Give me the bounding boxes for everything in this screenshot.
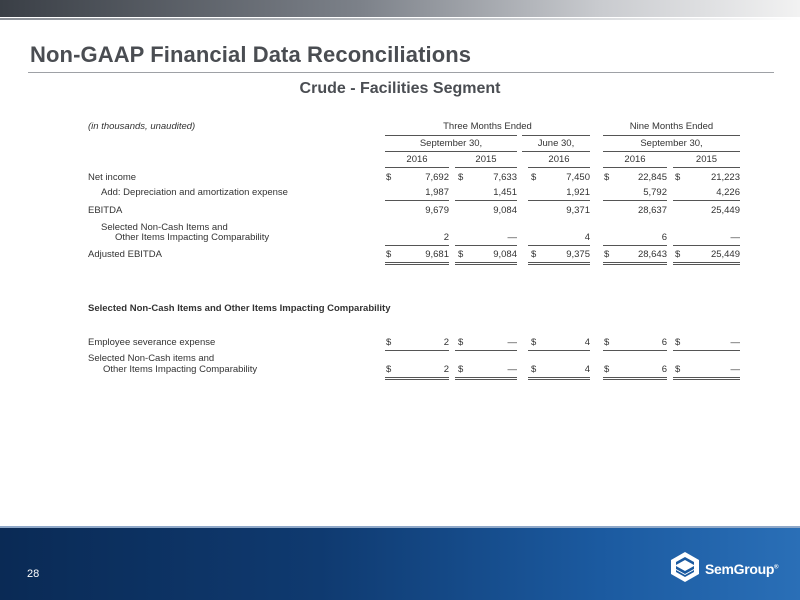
table-cell: — xyxy=(507,232,517,243)
table-cell: 6 xyxy=(661,337,667,348)
row-label-ebitda: EBITDA xyxy=(88,205,123,216)
currency-symbol: $ xyxy=(604,337,610,348)
table-cell: 1,921 xyxy=(566,187,590,198)
subtotal-rule xyxy=(455,245,517,246)
subtotal-rule xyxy=(455,200,517,201)
table-cell: 4,226 xyxy=(716,187,740,198)
table-cell: 9,084 xyxy=(493,205,517,216)
table-cell: 2 xyxy=(443,364,449,375)
table-cell: 9,084 xyxy=(493,249,517,260)
currency-symbol: $ xyxy=(604,172,610,183)
table-cell: — xyxy=(507,337,517,348)
currency-symbol: $ xyxy=(458,172,464,183)
table-cell: 25,449 xyxy=(710,249,740,260)
table-cell: 2 xyxy=(443,337,449,348)
total-double-rule xyxy=(673,262,740,265)
table-cell: 4 xyxy=(584,232,590,243)
table-cell: 6 xyxy=(661,364,667,375)
row-label-depreciation: Add: Depreciation and amortization expense xyxy=(101,187,288,198)
currency-symbol: $ xyxy=(386,364,392,375)
period-header-sep30-nine: September 30, xyxy=(640,138,703,149)
subtotal-rule xyxy=(528,245,590,246)
header-rule xyxy=(603,167,667,168)
currency-symbol: $ xyxy=(386,337,392,348)
currency-symbol: $ xyxy=(386,172,392,183)
semgroup-logo xyxy=(668,552,778,586)
subtotal-rule xyxy=(528,350,590,351)
subtotal-rule xyxy=(603,200,667,201)
unit-note: (in thousands, unaudited) xyxy=(88,121,196,132)
semgroup-logo-icon xyxy=(668,550,702,589)
table-cell: — xyxy=(507,364,517,375)
header-rule xyxy=(673,167,740,168)
row-label-adjusted-ebitda: Adjusted EBITDA xyxy=(88,249,162,260)
currency-symbol: $ xyxy=(531,364,537,375)
table-cell: 9,375 xyxy=(566,249,590,260)
total-double-rule xyxy=(455,377,517,380)
detail-heading: Selected Non-Cash Items and Other Items Impacting Comparability xyxy=(88,303,391,314)
table-cell: 9,681 xyxy=(425,249,449,260)
row-label-net-income: Net income xyxy=(88,172,137,183)
currency-symbol: $ xyxy=(675,172,681,183)
period-header-jun30: June 30, xyxy=(537,138,575,149)
table-cell: 2 xyxy=(443,232,449,243)
year-header: 2016 xyxy=(624,154,646,165)
row-label-severance: Employee severance expense xyxy=(88,337,216,348)
table-cell: 1,987 xyxy=(425,187,449,198)
table-cell: 28,637 xyxy=(637,205,667,216)
table-cell: 9,679 xyxy=(425,205,449,216)
year-header: 2015 xyxy=(475,154,497,165)
header-rule xyxy=(385,135,517,136)
table-cell: 21,223 xyxy=(710,172,740,183)
page-subtitle: Crude - Facilities Segment xyxy=(299,80,501,97)
currency-symbol: $ xyxy=(458,337,464,348)
total-double-rule xyxy=(603,377,667,380)
year-header: 2016 xyxy=(548,154,570,165)
header-rule xyxy=(603,151,740,152)
currency-symbol: $ xyxy=(675,337,681,348)
year-header: 2016 xyxy=(406,154,428,165)
header-rule xyxy=(522,151,590,152)
header-rule xyxy=(603,135,740,136)
row-label-selected-items-total: Selected Non-Cash items and xyxy=(88,353,215,364)
table-cell: 7,633 xyxy=(493,172,517,183)
year-header: 2015 xyxy=(695,154,718,165)
subtotal-rule xyxy=(603,350,667,351)
table-cell: — xyxy=(730,337,740,348)
table-cell: 4 xyxy=(584,364,590,375)
page-number: 28 xyxy=(27,568,40,580)
subtotal-rule xyxy=(528,200,590,201)
subtotal-rule xyxy=(673,245,740,246)
currency-symbol: $ xyxy=(458,364,464,375)
subtotal-rule xyxy=(673,350,740,351)
row-label-selected-items: Selected Non-Cash Items and xyxy=(101,222,228,233)
subtotal-rule xyxy=(385,245,449,246)
table-cell: 6 xyxy=(661,232,667,243)
subtotal-rule xyxy=(455,350,517,351)
currency-symbol: $ xyxy=(386,249,392,260)
subtotal-rule xyxy=(673,200,740,201)
row-label-selected-items-total-line2: Other Items Impacting Comparability xyxy=(103,364,258,375)
table-cell: 9,371 xyxy=(566,205,590,216)
table-cell: 1,451 xyxy=(493,187,517,198)
header-rule xyxy=(528,167,590,168)
subtotal-rule xyxy=(385,350,449,351)
header-rule xyxy=(385,167,449,168)
table-cell: 22,845 xyxy=(637,172,667,183)
total-double-rule xyxy=(385,377,449,380)
table-cell: 25,449 xyxy=(710,205,740,216)
currency-symbol: $ xyxy=(604,249,610,260)
currency-symbol: $ xyxy=(531,337,537,348)
currency-symbol: $ xyxy=(531,249,537,260)
logo-wordmark: SemGroup® xyxy=(705,561,779,577)
currency-symbol: $ xyxy=(458,249,464,260)
table-cell: — xyxy=(730,364,740,375)
group-header-nine-months: Nine Months Ended xyxy=(629,121,714,132)
total-double-rule xyxy=(673,377,740,380)
table-cell: 28,643 xyxy=(637,249,667,260)
currency-symbol: $ xyxy=(675,364,681,375)
period-header-sep30: September 30, xyxy=(419,138,483,149)
row-label-selected-items-line2: Other Items Impacting Comparability xyxy=(115,232,270,243)
header-rule xyxy=(522,135,590,136)
header-rule xyxy=(385,151,517,152)
total-double-rule xyxy=(528,377,590,380)
subtotal-rule xyxy=(385,200,449,201)
table-cell: 7,692 xyxy=(425,172,449,183)
currency-symbol: $ xyxy=(675,249,681,260)
currency-symbol: $ xyxy=(604,364,610,375)
total-double-rule xyxy=(603,262,667,265)
total-double-rule xyxy=(455,262,517,265)
table-cell: 5,792 xyxy=(643,187,667,198)
currency-symbol: $ xyxy=(531,172,537,183)
table-cell: — xyxy=(730,232,740,243)
header-rule xyxy=(455,167,517,168)
total-double-rule xyxy=(385,262,449,265)
table-cell: 4 xyxy=(584,337,590,348)
table-cell: 7,450 xyxy=(566,172,590,183)
total-double-rule xyxy=(528,262,590,265)
subtotal-rule xyxy=(603,245,667,246)
page-title: Non-GAAP Financial Data Reconciliations xyxy=(30,42,472,67)
group-header-three-months: Three Months Ended xyxy=(443,121,532,132)
